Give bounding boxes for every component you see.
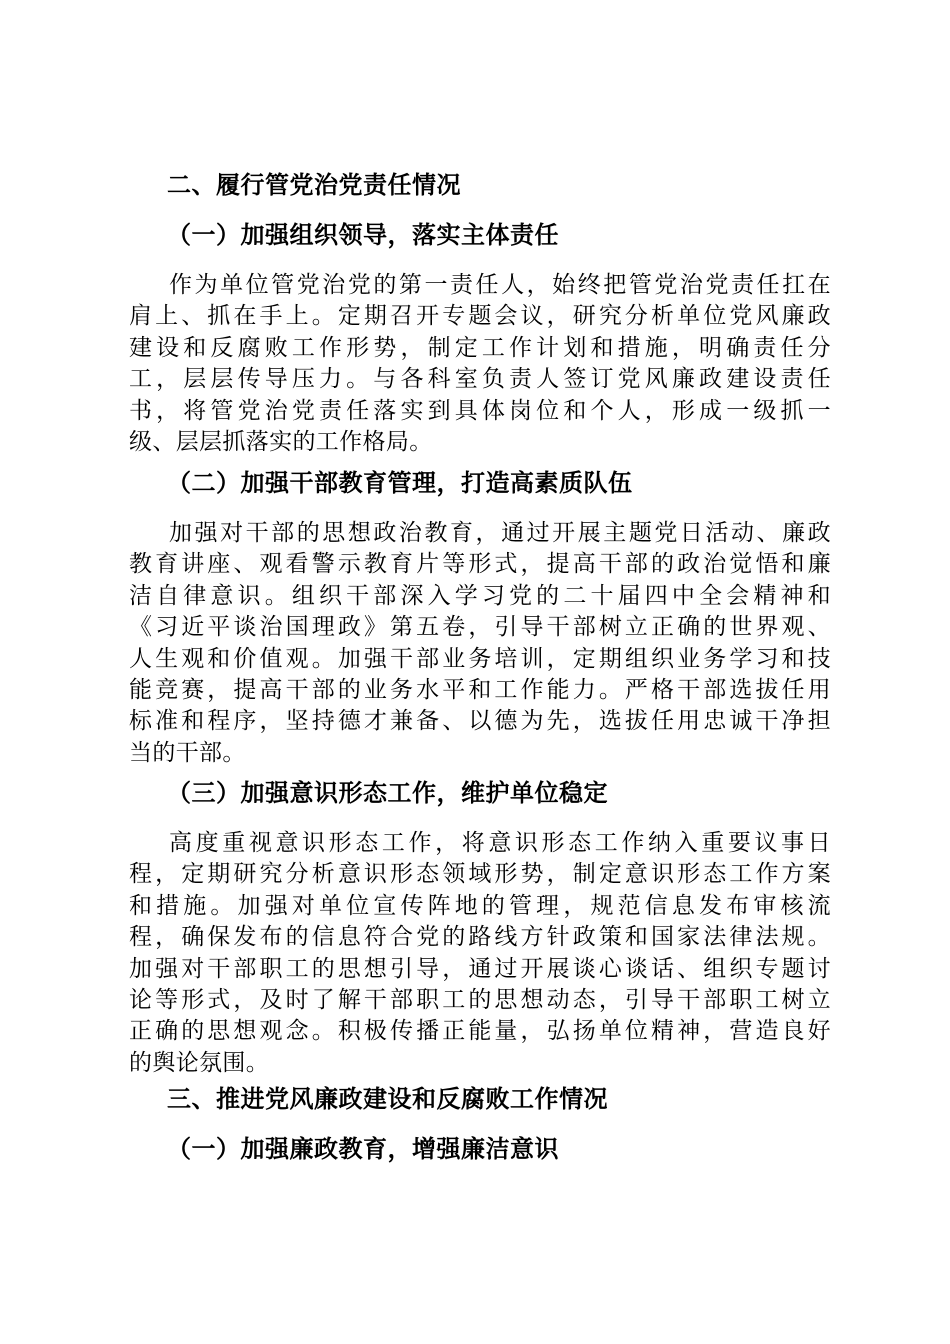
paragraph-line: 加强对干部职工的思想引导，通过开展谈心谈话、组织专题讨: [129, 955, 831, 982]
paragraph-line: 级、层层抓落实的工作格局。: [129, 428, 433, 455]
paragraph-line: 建设和反腐败工作形势，制定工作计划和措施，明确责任分: [129, 334, 831, 361]
paragraph-line: 人生观和价值观。加强干部业务培训，定期组织业务学习和技: [129, 645, 831, 672]
paragraph-line: 标准和程序，坚持德才兼备、以德为先，选拔任用忠诚干净担: [129, 708, 831, 735]
subsection-heading: （三）加强意识形态工作，维护单位稳定: [167, 778, 608, 807]
paragraph-line: 程，定期研究分析意识形态领域形势，制定意识形态工作方案: [129, 861, 831, 888]
paragraph-line: 书，将管党治党责任落实到具体岗位和个人，形成一级抓一: [129, 397, 831, 424]
subsection-heading: （一）加强廉政教育，增强廉洁意识: [167, 1134, 559, 1163]
paragraph-line: 能竞赛，提高干部的业务水平和工作能力。严格干部选拔任用: [129, 676, 831, 703]
paragraph-line: 作为单位管党治党的第一责任人，始终把管党治党责任扛在: [169, 272, 831, 298]
paragraph-line: 高度重视意识形态工作，将意识形态工作纳入重要议事日: [169, 830, 831, 856]
subsection-heading: （二）加强干部教育管理，打造高素质队伍: [167, 468, 633, 497]
paragraph-line: 论等形式，及时了解干部职工的思想动态，引导干部职工树立: [129, 986, 831, 1013]
paragraph-line: 的舆论氛围。: [129, 1049, 270, 1076]
paragraph-line: 工，层层传导压力。与各科室负责人签订党风廉政建设责任: [129, 366, 831, 393]
paragraph-line: 《习近平谈治国理政》第五卷，引导干部树立正确的世界观、: [129, 614, 831, 641]
paragraph-line: 正确的思想观念。积极传播正能量，弘扬单位精神，营造良好: [129, 1018, 831, 1045]
paragraph-line: 教育讲座、观看警示教育片等形式，提高干部的政治觉悟和廉: [129, 551, 831, 578]
paragraph-line: 程，确保发布的信息符合党的路线方针政策和国家法律法规。: [129, 924, 831, 951]
paragraph-line: 加强对干部的思想政治教育，通过开展主题党日活动、廉政: [169, 520, 831, 546]
paragraph: [129, 518, 831, 769]
paragraph-line: 当的干部。: [129, 739, 246, 766]
paragraph: [129, 270, 831, 458]
section-heading: 三、推进党风廉政建设和反腐败工作情况: [167, 1084, 608, 1113]
section-heading: 二、履行管党治党责任情况: [167, 170, 461, 199]
paragraph-line: 和措施。加强对单位宣传阵地的管理，规范信息发布审核流: [129, 892, 831, 919]
paragraph-line: 肩上、抓在手上。定期召开专题会议，研究分析单位党风廉政: [129, 303, 831, 330]
paragraph: [129, 828, 831, 1079]
subsection-heading: （一）加强组织领导，落实主体责任: [167, 220, 559, 249]
paragraph-line: 洁自律意识。组织干部深入学习党的二十届四中全会精神和: [129, 582, 831, 609]
